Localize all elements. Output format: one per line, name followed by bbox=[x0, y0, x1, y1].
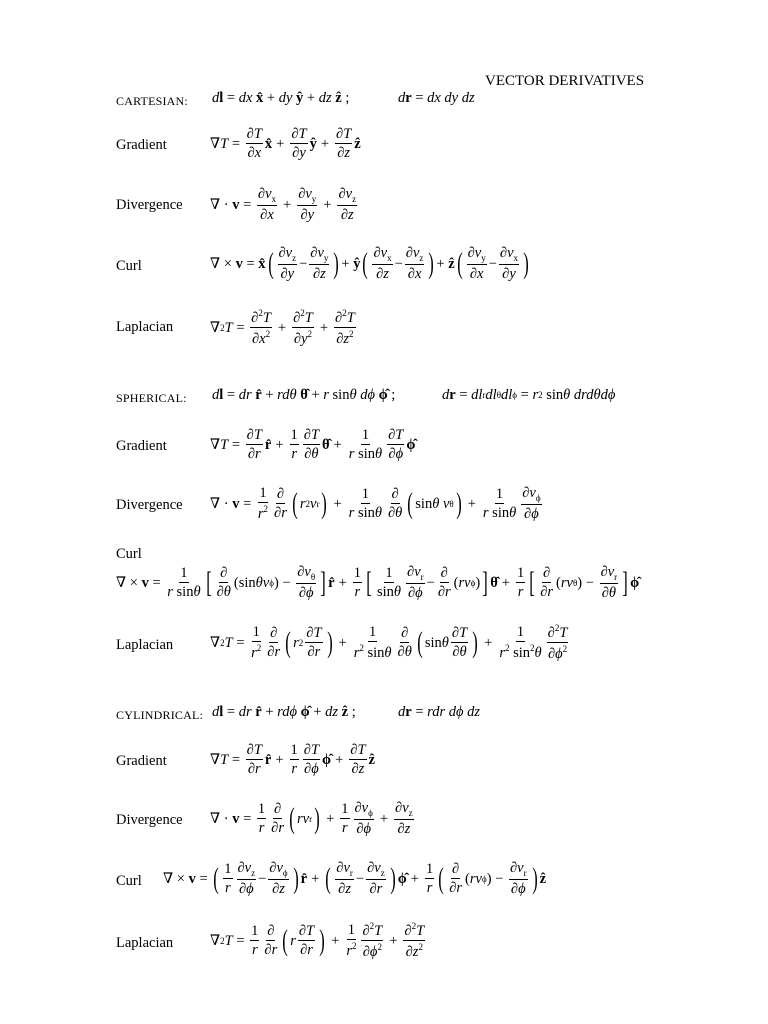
spherical-curl-label: Curl bbox=[116, 546, 142, 562]
cylindrical-dl-formula: d l = dr r̂ + rdϕ ϕ̂ + dz ẑ ; bbox=[212, 704, 356, 720]
spherical-gradient-formula: ∇ T = $\frac{\partial T}{\partial r}$ r̂ + $\frac{1}{r}$ $\frac{\partial T}{\partial\theta}$ θ̂ + $\frac{1}{\text{r sinθ}}$ $\frac{\partial T}{\partial\phi}$ ϕ̂ bbox=[210, 427, 416, 463]
cartesian-laplacian-formula: ∇ 2 T = $\frac{\partial^2T}{\partial x^2}$ + $\frac{\partial^2T}{\partial y^2}$ + $\frac{\partial^2T}{\partial z^2}$ bbox=[210, 308, 355, 347]
cartesian-curl-label: Curl bbox=[116, 258, 142, 274]
cylindrical-curl-formula: ∇ × v = ( $\frac{1}{r}$ $\frac{\partial v_z}{\partial\phi}$ − $\frac{\partial v_\phi}{\partial z}$ ) r̂ + ( $\frac{\partial v_r}{\partial z}$ − $\frac{\partial v_z}{\partial r}$ ) ϕ̂ + $\frac{1}{r}$ ( $\frac{\partial}{\partial r}$ ( rv ϕ ) − $\frac{\partial v_r}{\partial\phi}$ ) ẑ bbox=[163, 860, 547, 898]
cylindrical-curl-label: Curl bbox=[116, 873, 142, 889]
spherical-divergence-formula: ∇ · v = $\frac{1}{r^2}$ $\frac{\partial}{\partial r}$ ( r 2 v r ) + $\frac{1}{\text{r sinθ}}$ $\frac{\partial}{\partial\theta}$ ( sin θ v θ ) + $\frac{1}{\text{r sinθ}}$ $\frac{\partial v_\phi}{\partial\phi}$ bbox=[210, 485, 541, 523]
cylindrical-laplacian-label: Laplacian bbox=[116, 935, 174, 951]
cartesian-gradient-formula: ∇ T = $\frac{\partial T}{\partial x}$ x̂ + $\frac{\partial T}{\partial y}$ ŷ + $\frac{\partial T}{\partial z}$ ẑ bbox=[210, 126, 361, 162]
cylindrical-gradient-formula: ∇ T = $\frac{\partial T}{\partial r}$ r̂ + $\frac{1}{r}$ $\frac{\partial T}{\partial\phi}$ ϕ̂ + $\frac{\partial T}{\partial z}$ ẑ bbox=[210, 742, 375, 778]
cylindrical-dr-formula: d r = rdr dϕ dz bbox=[398, 704, 481, 720]
cartesian-dr-formula: d r = dx dy dz bbox=[398, 90, 475, 106]
spherical-laplacian-label: Laplacian bbox=[116, 637, 174, 653]
spherical-gradient-label: Gradient bbox=[116, 438, 167, 454]
cylindrical-divergence-label: Divergence bbox=[116, 812, 183, 828]
cartesian-curl-formula: ∇ × v = x̂ ( $\frac{\partial v_z}{\partial y}$ − $\frac{\partial v_y}{\partial z}$ ) + ŷ ( $\frac{\partial v_x}{\partial z}$ − $\frac{\partial v_z}{\partial x}$ ) + ẑ ( $\frac{\partial v_y}{\partial x}$ − $\frac{\partial v_x}{\partial y}$ ) bbox=[210, 245, 529, 283]
cartesian-divergence-formula: ∇ · v = $\frac{\partial v_x}{\partial x}$ + $\frac{\partial v_y}{\partial y}$ + $\frac{\partial v_z}{\partial z}$ bbox=[210, 186, 357, 224]
spherical-dl-formula: d l = dr r̂ + rdθ θ̂ + r sin θ dϕ ϕ̂ ; bbox=[212, 387, 396, 403]
spherical-heading: SPHERICAL: bbox=[116, 391, 187, 405]
cylindrical-divergence-formula: ∇ · v = $\frac{1}{r}$ $\frac{\partial}{\partial r}$ ( rv r ) + $\frac{1}{r}$ $\frac{\partial v_\phi}{\partial\phi}$ + $\frac{\partial v_z}{\partial z}$ bbox=[210, 800, 413, 838]
spherical-curl-formula: ∇ × v = $\frac{1}{\text{r sinθ}}$ [ $\frac{\partial}{\partial\theta}$ (sin θv ϕ ) − $\frac{\partial v_\theta}{\partial\phi}$ ] r̂ + $\frac{1}{r}$ [ $\frac{1}{\sin\theta}$ $\frac{\partial v_r}{\partial\phi}$ − $\frac{\partial}{\partial r}$ ( rv ϕ ) ] θ̂ + $\frac{1}{r}$ [ $\frac{\partial}{\partial r}$ ( rv θ ) − $\frac{\partial v_r}{\partial\theta}$ ] ϕ̂ bbox=[116, 564, 640, 602]
cartesian-dl-formula: d l = dx x̂ + dy ŷ + dz ẑ ; bbox=[212, 90, 350, 106]
cylindrical-heading: CYLINDRICAL: bbox=[116, 708, 204, 722]
spherical-divergence-label: Divergence bbox=[116, 497, 183, 513]
cartesian-gradient-label: Gradient bbox=[116, 137, 167, 153]
spherical-laplacian-formula: ∇ 2 T = $\frac{1}{r^2}$ $\frac{\partial}{\partial r}$ ( r 2 $\frac{\partial T}{\partial r}$ ) + $\frac{1}{r^2 \sin\theta}$ $\frac{\partial}{\partial\theta}$ ( sin θ $\frac{\partial T}{\partial\theta}$ ) + $\frac{1}{r^2 \sin^2\theta}$ $\frac{\partial^2T}{\partial\phi^2}$ bbox=[210, 623, 568, 662]
cartesian-heading: CARTESIAN: bbox=[116, 94, 188, 108]
page-title: VECTOR DERIVATIVES bbox=[485, 73, 645, 89]
cylindrical-laplacian-formula: ∇ 2 T = $\frac{1}{r}$ $\frac{\partial}{\partial r}$ ( r $\frac{\partial T}{\partial r}$ ) + $\frac{1}{r^2}$ $\frac{\partial^2T}{\partial\phi^2}$ + $\frac{\partial^2T}{\partial z^2}$ bbox=[210, 921, 425, 960]
cartesian-laplacian-label: Laplacian bbox=[116, 319, 174, 335]
spherical-dr-formula: d r = dl r dl θ dl ϕ = r 2 sin θ drdθdϕ bbox=[442, 387, 616, 403]
cylindrical-gradient-label: Gradient bbox=[116, 753, 167, 769]
cartesian-divergence-label: Divergence bbox=[116, 197, 183, 213]
